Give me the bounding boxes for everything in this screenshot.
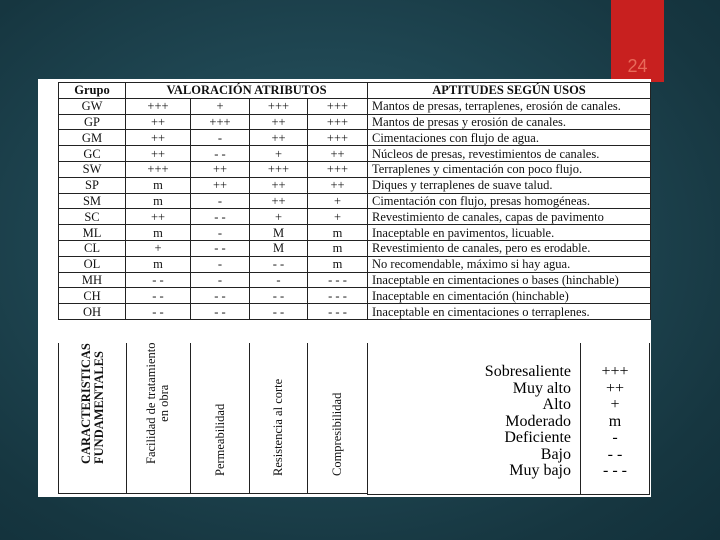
tratamiento-value: - -	[126, 304, 191, 320]
group-cell: GC	[59, 146, 126, 162]
tratamiento-value: +++	[126, 98, 191, 114]
permeabilidad-cell	[190, 343, 250, 494]
permeabilidad-value: -	[191, 193, 250, 209]
resistencia-value: - -	[250, 304, 308, 320]
tratamiento-value: m	[126, 256, 191, 272]
tratamiento-value: m	[126, 177, 191, 193]
resistencia-value: - -	[250, 256, 308, 272]
compresibilidad-value: +	[308, 209, 368, 225]
permeabilidad-value: ++	[191, 177, 250, 193]
table-row	[59, 130, 651, 146]
resistencia-value: -	[250, 272, 308, 288]
compresibilidad-value: +++	[308, 98, 368, 114]
table-row	[59, 193, 651, 209]
group-cell: SC	[59, 209, 126, 225]
aptitud-cell: Inaceptable en cimentaciones o bases (hinchable)	[368, 272, 651, 288]
aptitud-cell: Revestimiento de canales, pero es erodable.	[368, 240, 651, 256]
table-row	[59, 304, 651, 320]
resistencia-cell	[249, 343, 308, 494]
legend-symbol: -	[612, 429, 618, 446]
tratamiento-value: ++	[126, 114, 191, 130]
compresibilidad-value: - - -	[308, 304, 368, 320]
resistencia-value: M	[250, 240, 308, 256]
aptitud-cell: No recomendable, máximo si hay agua.	[368, 256, 651, 272]
header-valoracion: VALORACIÓN ATRIBUTOS	[126, 83, 368, 99]
header-grupo: Grupo	[59, 83, 126, 99]
group-cell: OL	[59, 256, 126, 272]
tratamiento-cell	[125, 343, 191, 494]
legend-label: Alto	[542, 396, 571, 413]
tratamiento-value: m	[126, 225, 191, 241]
group-cell: CL	[59, 240, 126, 256]
tratamiento-label-1: Facilidad de tratamiento	[143, 342, 158, 464]
resistencia-value: ++	[250, 114, 308, 130]
aptitud-cell: Terraplenes y cimentación con poco flujo.	[368, 161, 651, 177]
aptitud-cell: Inaceptable en pavimentos, licuable.	[368, 225, 651, 241]
group-cell: SW	[59, 161, 126, 177]
table-row	[59, 288, 651, 304]
compresibilidad-cell	[307, 343, 368, 494]
permeabilidad-value: -	[191, 130, 250, 146]
resistencia-label: Resistencia al corte	[271, 378, 285, 476]
group-cell: GM	[59, 130, 126, 146]
legend-label: Deficiente	[504, 429, 571, 446]
legend-label: Muy alto	[512, 379, 571, 397]
table-row	[59, 209, 651, 225]
aptitud-cell: Cimentación con flujo, presas homogéneas.	[368, 193, 651, 209]
permeabilidad-value: - -	[191, 304, 250, 320]
compresibilidad-value: +++	[308, 114, 368, 130]
legend-label: Moderado	[505, 412, 571, 430]
legend-symbol: m	[608, 412, 622, 430]
characteristics-section	[58, 343, 650, 494]
tratamiento-value: - -	[126, 272, 191, 288]
compresibilidad-value: m	[308, 240, 368, 256]
resistencia-value: +++	[250, 161, 308, 177]
permeabilidad-value: - -	[191, 209, 250, 225]
legend-label: Muy bajo	[509, 462, 571, 479]
compresibilidad-value: ++	[308, 177, 368, 193]
legend-label: Bajo	[540, 445, 571, 463]
aptitud-cell: Núcleos de presas, revestimientos de canales.	[368, 146, 651, 162]
group-cell: ML	[59, 225, 126, 241]
resistencia-value: +++	[250, 98, 308, 114]
tratamiento-value: ++	[126, 146, 191, 162]
group-cell: MH	[59, 272, 126, 288]
resistencia-value: +	[250, 209, 308, 225]
table-row	[59, 161, 651, 177]
table-row	[59, 177, 651, 193]
group-cell: GW	[59, 98, 126, 114]
compresibilidad-value: ++	[308, 146, 368, 162]
group-cell: SP	[59, 177, 126, 193]
group-cell: CH	[59, 288, 126, 304]
caracteristicas-cell	[58, 343, 127, 494]
legend-cell	[367, 343, 650, 495]
permeabilidad-value: - -	[191, 288, 250, 304]
aptitud-cell: Inaceptable en cimentación (hinchable)	[368, 288, 651, 304]
permeabilidad-value: +	[191, 98, 250, 114]
aptitud-cell: Cimentaciones con flujo de agua.	[368, 130, 651, 146]
tratamiento-label-2: en obra	[156, 384, 171, 422]
group-cell: OH	[59, 304, 126, 320]
compresibilidad-value: +	[308, 193, 368, 209]
header-aptitudes: APTITUDES SEGÚN USOS	[368, 83, 651, 99]
aptitud-cell: Mantos de presas, terraplenes, erosión de canales.	[368, 98, 651, 114]
caracteristicas-label-2: FUNDAMENTALES	[91, 351, 106, 464]
tratamiento-value: +	[126, 240, 191, 256]
legend-symbol: +	[610, 396, 620, 413]
table-header-row	[59, 83, 651, 99]
compresibilidad-value: m	[308, 225, 368, 241]
tratamiento-value: m	[126, 193, 191, 209]
table-row	[59, 98, 651, 114]
resistencia-value: ++	[250, 130, 308, 146]
table-row	[59, 146, 651, 162]
slide-number: 24	[627, 56, 648, 76]
permeabilidad-value: ++	[191, 161, 250, 177]
compresibilidad-value: - - -	[308, 272, 368, 288]
permeabilidad-value: -	[191, 256, 250, 272]
compresibilidad-value: +++	[308, 161, 368, 177]
legend-symbol: - -	[607, 445, 623, 463]
resistencia-value: ++	[250, 193, 308, 209]
compresibilidad-value: +++	[308, 130, 368, 146]
legend-symbol: +++	[601, 363, 629, 380]
aptitud-cell: Revestimiento de canales, capas de pavimento	[368, 209, 651, 225]
tratamiento-value: +++	[126, 161, 191, 177]
aptitud-cell: Diques y terraplenes de suave talud.	[368, 177, 651, 193]
resistencia-value: +	[250, 146, 308, 162]
legend-symbol: - - -	[603, 462, 627, 479]
group-cell: SM	[59, 193, 126, 209]
permeabilidad-value: +++	[191, 114, 250, 130]
compresibilidad-value: m	[308, 256, 368, 272]
legend-divider	[580, 343, 581, 494]
table-row	[59, 256, 651, 272]
table-row	[59, 272, 651, 288]
classification-table-image	[38, 79, 651, 497]
aptitud-cell: Inaceptable en cimentaciones o terraplenes.	[368, 304, 651, 320]
aptitud-cell: Mantos de presas y erosión de canales.	[368, 114, 651, 130]
table-row	[59, 114, 651, 130]
group-cell: GP	[59, 114, 126, 130]
legend-label: Sobresaliente	[484, 363, 571, 380]
resistencia-value: ++	[250, 177, 308, 193]
permeabilidad-value: -	[191, 272, 250, 288]
soil-classification-table	[58, 82, 651, 320]
legend-symbol: ++	[605, 379, 625, 397]
permeabilidad-value: -	[191, 225, 250, 241]
caracteristicas-label-1: CARACTERISTICAS	[78, 343, 93, 464]
resistencia-value: - -	[250, 288, 308, 304]
resistencia-value: M	[250, 225, 308, 241]
compresibilidad-value: - - -	[308, 288, 368, 304]
tratamiento-value: - -	[126, 288, 191, 304]
compresibilidad-label: Compresibilidad	[330, 392, 344, 476]
table-row	[59, 240, 651, 256]
permeabilidad-label: Permeabilidad	[212, 403, 227, 476]
permeabilidad-value: - -	[191, 240, 250, 256]
table-row	[59, 225, 651, 241]
permeabilidad-value: - -	[191, 146, 250, 162]
tratamiento-value: ++	[126, 130, 191, 146]
tratamiento-value: ++	[126, 209, 191, 225]
